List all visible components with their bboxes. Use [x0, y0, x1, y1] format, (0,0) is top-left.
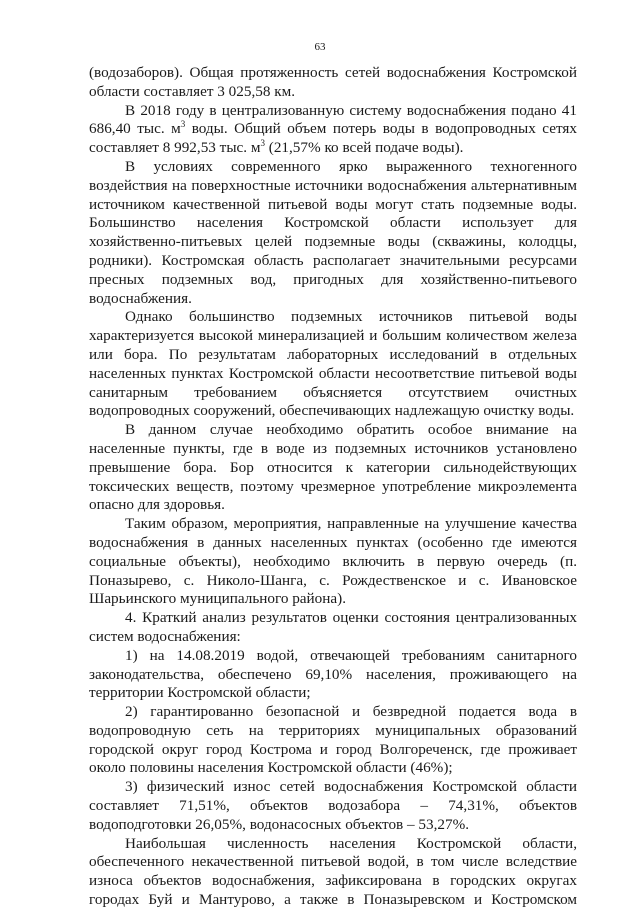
section-heading-4: 4. Краткий анализ результатов оценки состояния централизованных систем водоснабжения: [89, 609, 577, 645]
paragraph-6: Таким образом, мероприятия, направленные на улучшение качества водоснабжения в данных населенных пунктах (особенно где имеются социальные объекты), необходимо включить в первую очередь (п. Поназырево, с. Николо-Шанга, с. Рождественское и с. Ивановское Шарьинского муниципального района). [89, 515, 577, 608]
list-item-1: 1) на 14.08.2019 водой, отвечающей требованиям санитарного законодательства, обеспечено 69,10% населения, проживающего на территории Костромской области; [89, 646, 577, 702]
document-body [89, 64, 577, 910]
paragraph-4: Однако большинство подземных источников питьевой воды характеризуется высокой минерализацией и большим количеством железа или бора. По результатам лабораторных исследований в отдельных населенных пунктах Костромской области несоответствие питьевой воды санитарным требованием объясняется отсутствием очистных водопроводных сооружений, обеспечивающих надлежащую очистку воды. [89, 308, 577, 420]
paragraph-2-part-c: (21,57% ко всей подаче воды). [264, 139, 464, 157]
list-item-2: 2) гарантированно безопасной и безвредной подается вода в водопроводную сеть на территориях муниципальных образований городской округ город Кострома и город Волгореченск, где проживает около половины населения Костромской области (46%); [89, 703, 577, 777]
list-item-3: 3) физический износ сетей водоснабжения Костромской области составляет 71,51%, объектов водозабора – 74,31%, объектов водоподготовки 26,05%, водонасосных объектов – 53,27%. [89, 778, 577, 833]
page-number: 63 [314, 41, 326, 53]
paragraph-3: В условиях современного ярко выраженного техногенного воздействия на поверхностные источники водоснабжения альтернативным источником качественной питьевой воды могут стать подземные воды. Большинство населения Костромской области использует для хозяйственно-питьевых целей подземные воды (скважины, колодцы, родники). Костромская область располагает значительными ресурсами пресных подземных вод, пригодных для хозяйственно-питьевого водоснабжения. [89, 157, 577, 307]
paragraph-2 [89, 102, 577, 158]
paragraph-1: (водозаборов). Общая протяженность сетей водоснабжения Костромской области составляет 3 025,58 км. [89, 64, 577, 100]
superscript-cubic-1: 3 [180, 119, 186, 130]
paragraph-2-part-a: В 2018 году в централизованную систему водоснабжения подано 41 686,40 тыс. м [89, 101, 577, 138]
superscript-cubic-2: 3 [260, 138, 265, 149]
paragraph-2-part-b: воды. Общий объем потерь воды в водопроводных сетях составляет 8 992,53 тыс. м [89, 120, 577, 157]
paragraph-final: Наибольшая численность населения Костромской области, обеспеченного некачественной питьевой водой, в том числе вследствие износа объектов водоснабжения, зафиксирована в городских округах городах Буй и Мантурово, а также в Поназыревском и Костромском [89, 834, 577, 909]
paragraph-5: В данном случае необходимо обратить особое внимание на населенные пункты, где в воде из подземных источников установлено превышение бора. Бор относится к категории сильнодействующих токсических веществ, поэтому чрезмерное употребление микроэлемента опасно для здоровья. [89, 421, 577, 514]
